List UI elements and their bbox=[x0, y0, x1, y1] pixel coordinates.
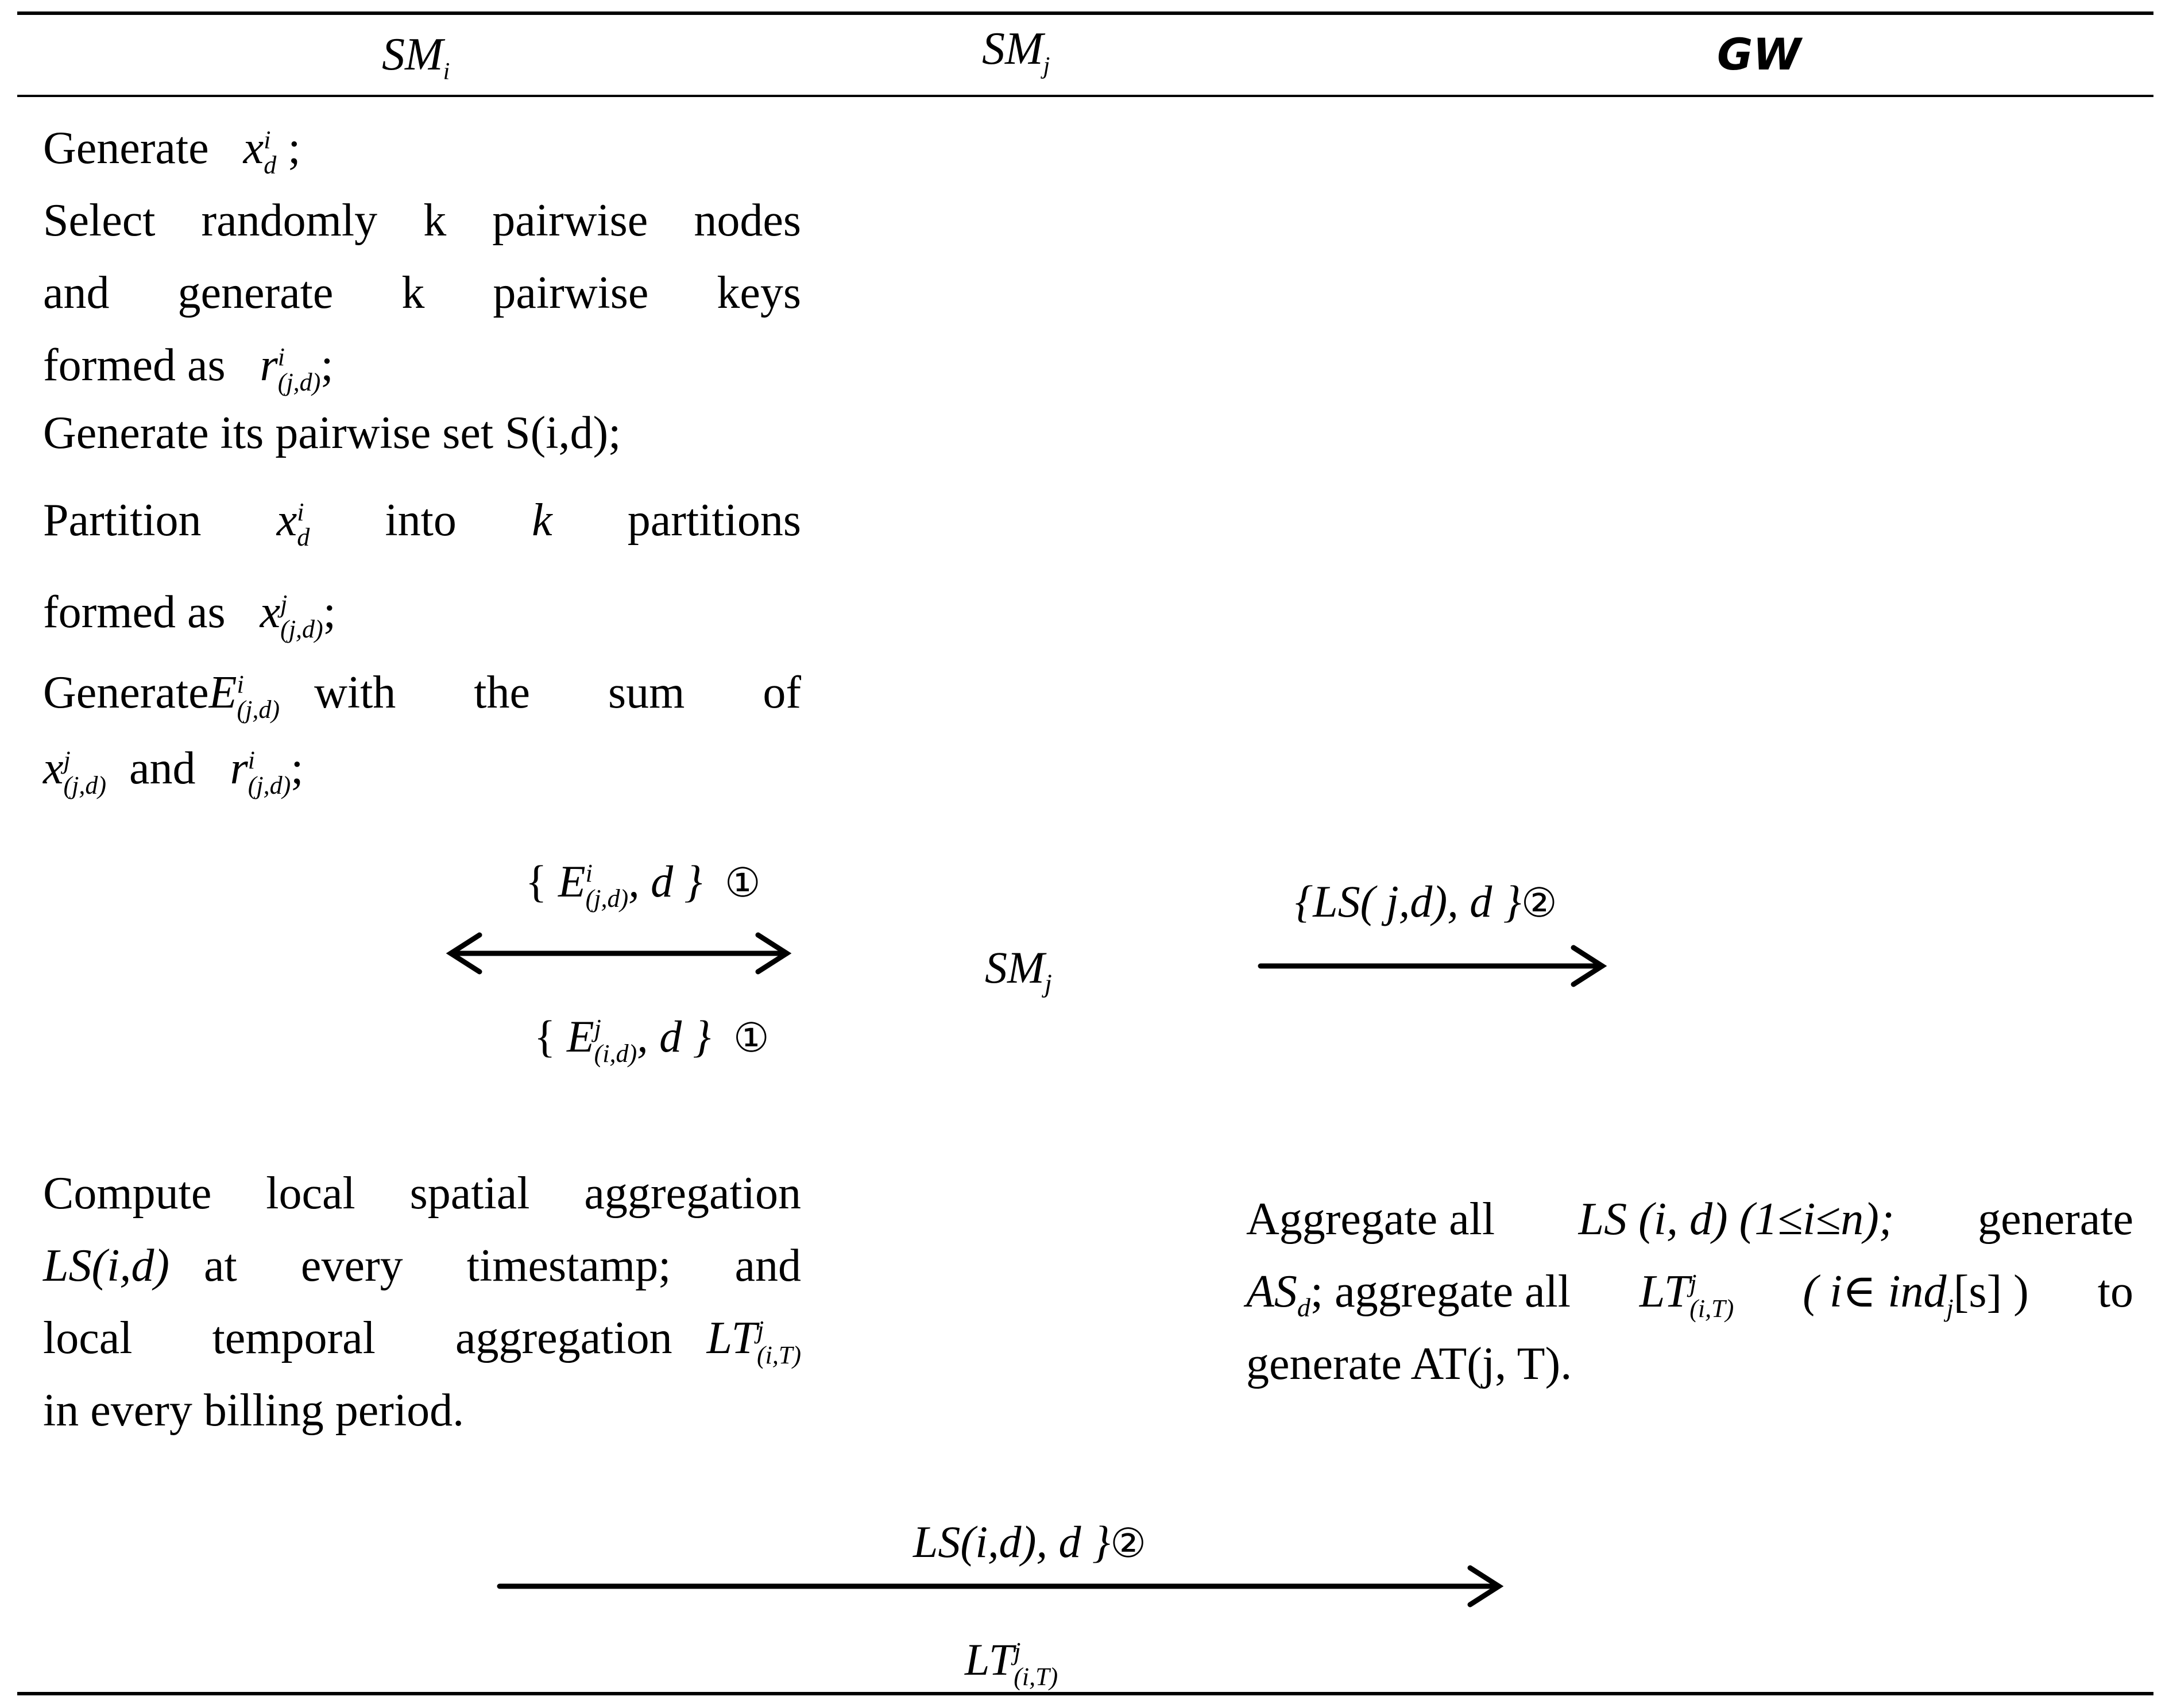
step-generate-e: Generate E i (j,d) with the sum of bbox=[43, 667, 801, 724]
header-smj: $SM_j$ bbox=[982, 24, 1050, 79]
compute-billing-period: in every billing period. bbox=[43, 1385, 465, 1436]
step-partition: Partition x i d into k partitions bbox=[43, 495, 801, 551]
msg-ls-i: LS(i,d), d }② bbox=[913, 1517, 1146, 1567]
step-formed-x: formed as x j (j,d) ; bbox=[43, 587, 336, 643]
compute-local-temporal: local temporal aggregation LT j (i,T) bbox=[43, 1313, 801, 1369]
header-smi: $SM_i$ bbox=[382, 29, 450, 85]
arrow-smi-smj bbox=[451, 935, 787, 972]
circle-one-icon: ① bbox=[724, 859, 761, 906]
gw-generate-at: generate AT(j, T). bbox=[1246, 1339, 1572, 1389]
msg-lt: LT j (i,T) bbox=[965, 1634, 1058, 1691]
arrow-smi-gw bbox=[500, 1568, 1499, 1605]
circle-two-icon: ② bbox=[1521, 879, 1557, 926]
msg-e-ij: { E i (j,d) , d } ① bbox=[525, 856, 761, 913]
step-formed-r: formed as r i (j,d) ; bbox=[43, 340, 334, 396]
compute-ls-timestamp: LS(i,d) at every timestamp; and bbox=[43, 1241, 801, 1291]
msg-ls-j: {LS( j,d), d }② bbox=[1295, 876, 1557, 926]
gw-aggregate-lt: $AS_d$; aggregate all LT j (i,T) ( i∈ ind$_j$[s] ) to bbox=[1246, 1266, 2133, 1323]
smj-node-label: $SM_j$ bbox=[985, 942, 1052, 998]
header-gw: GW bbox=[1717, 29, 1801, 80]
step-generate-x: Generate x i d ; bbox=[43, 123, 301, 179]
step-select-nodes: Select randomly k pairwise nodes bbox=[43, 195, 801, 246]
arrow-smj-gw bbox=[1261, 948, 1602, 984]
circle-two-icon: ② bbox=[1110, 1520, 1146, 1567]
msg-e-ji: { E j (i,d) , d } ① bbox=[534, 1011, 770, 1068]
circle-one-icon: ① bbox=[733, 1014, 770, 1061]
compute-local-spatial: Compute local spatial aggregation bbox=[43, 1168, 801, 1219]
gw-aggregate-ls: Aggregate all LS (i, d) (1≤i≤n); generate bbox=[1246, 1194, 2133, 1245]
step-pairwise-set: Generate its pairwise set S(i,d); bbox=[43, 408, 621, 458]
step-generate-keys: and generate k pairwise keys bbox=[43, 268, 801, 318]
step-sum-terms: x j (j,d) and r i (j,d) ; bbox=[43, 743, 304, 799]
